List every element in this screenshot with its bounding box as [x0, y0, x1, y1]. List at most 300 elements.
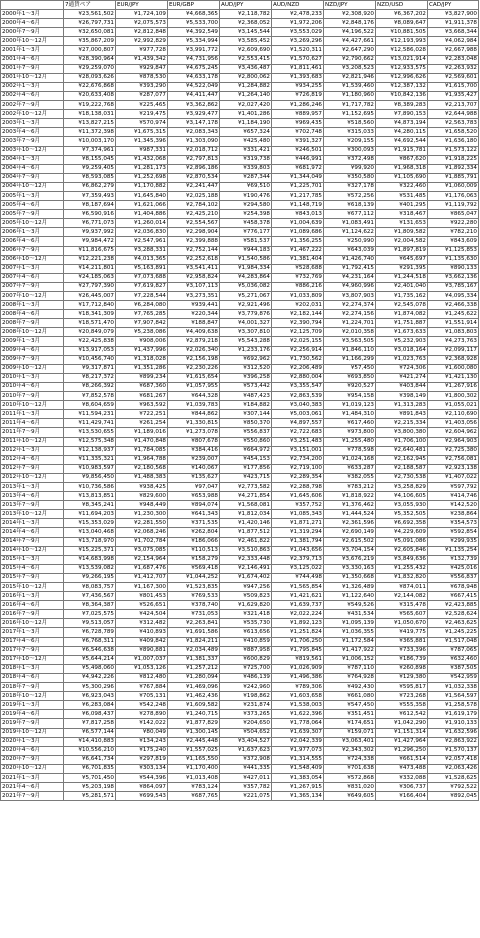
value-cell: ¥633,287: [324, 464, 376, 473]
value-cell: ¥1,083,803: [428, 328, 479, 337]
period-cell: 2001年1〜3月: [1, 46, 64, 55]
value-cell: ¥9,259,405: [64, 164, 116, 173]
value-cell: ¥140,067: [168, 464, 220, 473]
value-cell: ¥1,407,022: [428, 473, 479, 482]
value-cell: ¥2,188,587: [376, 464, 428, 473]
value-cell: ¥18,571,470: [64, 319, 116, 328]
value-cell: ¥246,501: [272, 146, 324, 155]
period-cell: 2008年7〜9月: [1, 319, 64, 328]
value-cell: ¥331,421: [220, 146, 272, 155]
value-cell: ¥2,734,200: [272, 455, 324, 464]
table-row: [1, 128, 479, 137]
period-cell: 2015年10〜12月: [1, 583, 64, 592]
period-cell: 2004年4〜6月: [1, 164, 64, 173]
value-cell: ¥1,381,337: [168, 655, 220, 664]
value-cell: ¥829,600: [116, 492, 168, 501]
value-cell: ¥2,308,920: [324, 10, 376, 19]
table-row: [1, 446, 479, 455]
value-cell: ¥969,435: [272, 119, 324, 128]
value-cell: ¥1,603,658: [272, 692, 324, 701]
period-cell: 2005年7〜9月: [1, 210, 64, 219]
table-row: [1, 610, 479, 619]
value-cell: ¥889,957: [272, 110, 324, 119]
value-cell: ¥11,594,231: [64, 410, 116, 419]
value-cell: ¥10,881,505: [376, 28, 428, 37]
value-cell: ¥4,897,557: [272, 419, 324, 428]
value-cell: ¥13,021,914: [376, 55, 428, 64]
value-cell: ¥2,756,081: [428, 455, 479, 464]
value-cell: ¥807,678: [168, 437, 220, 446]
value-cell: ¥1,702,784: [116, 537, 168, 546]
value-cell: ¥1,244,518: [376, 273, 428, 282]
period-cell: 2008年4〜6月: [1, 310, 64, 319]
value-cell: ¥1,180,960: [324, 91, 376, 100]
value-cell: ¥678,948: [428, 583, 479, 592]
value-cell: ¥80,049: [116, 728, 168, 737]
value-cell: ¥20,849,079: [64, 328, 116, 337]
value-cell: ¥142,022: [116, 719, 168, 728]
value-cell: ¥4,273,763: [428, 337, 479, 346]
value-cell: ¥7,436,567: [64, 592, 116, 601]
value-cell: ¥1,119,792: [428, 201, 479, 210]
table-row: [1, 264, 479, 273]
value-cell: ¥3,827,900: [428, 10, 479, 19]
value-cell: ¥15,225,371: [64, 546, 116, 555]
value-cell: ¥874,011: [376, 583, 428, 592]
value-cell: ¥2,118,782: [220, 10, 272, 19]
value-cell: ¥1,225,701: [272, 182, 324, 191]
value-cell: ¥409,842: [116, 637, 168, 646]
period-cell: 2006年4〜6月: [1, 237, 64, 246]
value-cell: ¥890,133: [428, 264, 479, 273]
value-cell: ¥351,451: [324, 710, 376, 719]
value-cell: ¥184,882: [220, 401, 272, 410]
period-cell: 2018年10〜12月: [1, 692, 64, 701]
value-cell: ¥2,958,824: [168, 273, 220, 282]
value-cell: ¥11,694,203: [64, 510, 116, 519]
value-cell: ¥1,658,520: [428, 128, 479, 137]
value-cell: ¥327,178: [324, 182, 376, 191]
table-body: [1, 10, 479, 801]
value-cell: ¥592,854: [428, 528, 479, 537]
value-cell: ¥486,139: [220, 673, 272, 682]
value-cell: ¥318,467: [376, 210, 428, 219]
table-row: [1, 737, 479, 746]
value-cell: ¥1,615,654: [168, 373, 220, 382]
value-cell: ¥2,690,149: [324, 528, 376, 537]
value-cell: ¥544,396: [116, 773, 168, 782]
value-cell: ¥7,359,493: [64, 191, 116, 200]
value-cell: ¥19,222,768: [64, 101, 116, 110]
period-cell: 2019年7〜9月: [1, 719, 64, 728]
value-cell: ¥687,360: [116, 382, 168, 391]
value-cell: ¥7,817,258: [64, 719, 116, 728]
value-cell: ¥190,476: [220, 191, 272, 200]
value-cell: ¥4,283,864: [220, 273, 272, 282]
value-cell: ¥2,154,964: [116, 555, 168, 564]
table-row: [1, 310, 479, 319]
value-cell: ¥535,730: [220, 619, 272, 628]
table-row: [1, 792, 479, 801]
value-cell: ¥1,568,081: [220, 501, 272, 510]
period-cell: 2011年1〜3月: [1, 410, 64, 419]
value-cell: ¥260,898: [376, 664, 428, 673]
value-cell: ¥2,725,380: [428, 446, 479, 455]
value-cell: ¥2,390,794: [272, 319, 324, 328]
value-cell: ¥1,484,310: [324, 410, 376, 419]
value-cell: ¥1,619,179: [428, 710, 479, 719]
table-row: [1, 746, 479, 755]
value-cell: ¥209,155: [324, 137, 376, 146]
value-cell: ¥1,470,848: [116, 437, 168, 446]
value-cell: ¥1,151,314: [376, 728, 428, 737]
value-cell: ¥1,245,622: [428, 310, 479, 319]
value-cell: ¥1,260,014: [116, 219, 168, 228]
value-cell: ¥3,404,527: [220, 737, 272, 746]
value-cell: ¥1,421,621: [272, 592, 324, 601]
value-cell: ¥1,376,462: [324, 501, 376, 510]
value-cell: ¥723,268: [376, 692, 428, 701]
value-cell: ¥1,910,133: [428, 719, 479, 728]
value-cell: ¥7,619,827: [116, 282, 168, 291]
value-cell: ¥3,676,219: [324, 555, 376, 564]
value-cell: ¥787,110: [324, 664, 376, 673]
value-cell: ¥401,295: [376, 201, 428, 210]
value-cell: ¥3,251,483: [272, 437, 324, 446]
value-cell: ¥142,520: [428, 501, 479, 510]
value-cell: ¥4,692,544: [376, 137, 428, 146]
value-cell: ¥2,896,186: [168, 164, 220, 173]
value-cell: ¥987,331: [116, 146, 168, 155]
period-cell: 2004年7〜9月: [1, 173, 64, 182]
value-cell: ¥410,859: [220, 637, 272, 646]
value-cell: ¥2,921,496: [220, 301, 272, 310]
value-cell: ¥27,797,390: [64, 282, 116, 291]
value-cell: ¥4,427,661: [324, 37, 376, 46]
value-cell: ¥1,427,964: [376, 737, 428, 746]
value-cell: ¥287,344: [220, 173, 272, 182]
value-cell: ¥1,538,003: [272, 701, 324, 710]
value-cell: ¥1,303,090: [168, 137, 220, 146]
value-cell: ¥291,395: [376, 264, 428, 273]
table-row: [1, 255, 479, 264]
value-cell: ¥10,736,586: [64, 482, 116, 491]
value-cell: ¥427,011: [220, 773, 272, 782]
table-row: [1, 55, 479, 64]
value-cell: ¥3,355,547: [272, 382, 324, 391]
value-cell: ¥5,701,450: [64, 773, 116, 782]
value-cell: ¥542,959: [428, 673, 479, 682]
value-cell: ¥1,060,009: [428, 182, 479, 191]
value-cell: ¥2,263,932: [428, 64, 479, 73]
period-cell: 2013年10〜12月: [1, 510, 64, 519]
value-cell: ¥744,498: [272, 573, 324, 582]
value-cell: ¥18,341,309: [64, 310, 116, 319]
value-cell: ¥1,691,586: [168, 628, 220, 637]
period-cell: 2009年4〜6月: [1, 346, 64, 355]
value-cell: ¥3,075,085: [116, 546, 168, 555]
value-cell: ¥221,075: [220, 792, 272, 801]
value-cell: ¥220,344: [168, 310, 220, 319]
value-cell: ¥4,013,365: [116, 255, 168, 264]
value-cell: ¥769,533: [168, 592, 220, 601]
value-cell: ¥3,510,863: [220, 546, 272, 555]
value-cell: ¥1,267,916: [428, 382, 479, 391]
period-cell: 2014年10〜12月: [1, 546, 64, 555]
value-cell: ¥812,480: [116, 673, 168, 682]
value-cell: ¥2,797,813: [168, 155, 220, 164]
value-cell: ¥1,318,028: [116, 355, 168, 364]
value-cell: ¥1,420,146: [220, 519, 272, 528]
value-cell: ¥262,804: [168, 528, 220, 537]
value-cell: ¥1,286,246: [272, 101, 324, 110]
value-cell: ¥6,590,916: [64, 210, 116, 219]
period-cell: 2016年7〜9月: [1, 610, 64, 619]
value-cell: ¥11,429,741: [64, 419, 116, 428]
period-cell: 2010年7〜9月: [1, 392, 64, 401]
value-cell: ¥1,044,252: [168, 573, 220, 582]
period-cell: 2020年7〜9月: [1, 755, 64, 764]
period-cell: 2012年4〜6月: [1, 455, 64, 464]
value-cell: ¥315,033: [324, 128, 376, 137]
table-row: [1, 91, 479, 100]
table-row: [1, 764, 479, 773]
value-cell: ¥1,639,737: [272, 601, 324, 610]
value-cell: ¥1,330,815: [168, 419, 220, 428]
value-cell: ¥2,063,426: [428, 764, 479, 773]
value-cell: ¥908,006: [116, 337, 168, 346]
value-cell: ¥617,460: [324, 419, 376, 428]
value-cell: ¥12,575,348: [64, 437, 116, 446]
value-cell: ¥1,251,824: [272, 628, 324, 637]
value-cell: ¥29,259,070: [64, 64, 116, 73]
value-cell: ¥7,073,688: [116, 273, 168, 282]
period-cell: 2020年1〜3月: [1, 737, 64, 746]
value-cell: ¥2,083,343: [168, 128, 220, 137]
value-cell: ¥3,800,380: [376, 428, 428, 437]
value-cell: ¥1,319,294: [272, 528, 324, 537]
period-cell: 2010年4〜6月: [1, 382, 64, 391]
value-cell: ¥3,704,154: [324, 546, 376, 555]
value-cell: ¥14,410,883: [64, 737, 116, 746]
period-cell: 2000年4〜6月: [1, 19, 64, 28]
value-cell: ¥2,463,625: [428, 619, 479, 628]
period-cell: 2006年1〜3月: [1, 228, 64, 237]
value-cell: ¥2,289,354: [272, 473, 324, 482]
value-cell: ¥2,379,713: [272, 555, 324, 564]
value-cell: ¥2,569,601: [428, 73, 479, 82]
value-cell: ¥6,701,835: [64, 764, 116, 773]
value-cell: ¥2,368,052: [220, 19, 272, 28]
table-row: [1, 137, 479, 146]
value-cell: ¥393,290: [116, 82, 168, 91]
table-row: [1, 73, 479, 82]
value-cell: ¥239,007: [168, 455, 220, 464]
value-cell: ¥550,860: [220, 437, 272, 446]
table-row: [1, 710, 479, 719]
value-cell: ¥1,083,491: [324, 219, 376, 228]
period-cell: 2001年4〜6月: [1, 55, 64, 64]
value-cell: ¥864,097: [116, 783, 168, 792]
value-cell: ¥1,267,915: [272, 783, 324, 792]
value-cell: ¥1,520,311: [272, 46, 324, 55]
value-cell: ¥6,367,202: [376, 10, 428, 19]
value-cell: ¥1,255,480: [324, 437, 376, 446]
period-cell: 2018年4〜6月: [1, 673, 64, 682]
value-cell: ¥887,958: [220, 646, 272, 655]
value-cell: ¥1,892,334: [428, 164, 479, 173]
value-cell: ¥1,006,152: [324, 655, 376, 664]
value-cell: ¥487,423: [220, 392, 272, 401]
value-cell: ¥1,462,436: [168, 692, 220, 701]
value-cell: ¥653,988: [168, 492, 220, 501]
value-cell: ¥1,245,225: [428, 628, 479, 637]
period-cell: 2007年7〜9月: [1, 282, 64, 291]
value-cell: ¥299,935: [428, 537, 479, 546]
table-row: [1, 10, 479, 19]
value-cell: ¥242,960: [220, 683, 272, 692]
value-cell: ¥10,983,597: [64, 464, 116, 473]
value-cell: ¥1,871,271: [272, 519, 324, 528]
value-cell: ¥5,003,061: [272, 410, 324, 419]
table-row: [1, 219, 479, 228]
value-cell: ¥4,062,984: [428, 37, 479, 46]
value-cell: ¥6,098,437: [64, 710, 116, 719]
value-cell: ¥565,607: [376, 610, 428, 619]
value-cell: ¥1,564,597: [428, 692, 479, 701]
table-row: [1, 473, 479, 482]
table-row: [1, 719, 479, 728]
value-cell: ¥1,809,582: [376, 228, 428, 237]
value-cell: ¥2,773,582: [220, 482, 272, 491]
table-row: [1, 783, 479, 792]
value-cell: ¥26,445,007: [64, 292, 116, 301]
value-cell: ¥3,563,505: [324, 337, 376, 346]
value-cell: ¥1,977,073: [272, 746, 324, 755]
value-cell: ¥321,418: [220, 610, 272, 619]
value-cell: ¥556,837: [220, 428, 272, 437]
value-cell: ¥373,265: [220, 710, 272, 719]
value-cell: ¥4,960,996: [324, 282, 376, 291]
value-cell: ¥939,441: [168, 301, 220, 310]
value-cell: ¥6,768,311: [64, 637, 116, 646]
value-cell: ¥3,063,401: [324, 737, 376, 746]
value-cell: ¥4,633,178: [168, 73, 220, 82]
value-cell: ¥332,088: [376, 773, 428, 782]
value-cell: ¥1,874,082: [376, 310, 428, 319]
value-cell: ¥1,496,386: [272, 673, 324, 682]
value-cell: ¥2,099,117: [428, 346, 479, 355]
value-cell: ¥2,545,078: [376, 301, 428, 310]
value-cell: ¥2,125,709: [272, 328, 324, 337]
table-row: [1, 546, 479, 555]
value-cell: ¥1,539,460: [324, 82, 376, 91]
table-row: [1, 664, 479, 673]
table-row: [1, 246, 479, 255]
value-cell: ¥1,687,476: [116, 564, 168, 573]
value-cell: ¥1,230,300: [116, 510, 168, 519]
period-cell: 2021年4〜6月: [1, 783, 64, 792]
value-cell: ¥6,546,638: [64, 646, 116, 655]
column-header-period: [1, 1, 64, 10]
value-cell: ¥225,465: [116, 101, 168, 110]
table-row: [1, 619, 479, 628]
table-row: [1, 210, 479, 219]
value-cell: ¥3,785,167: [428, 282, 479, 291]
table-row: [1, 701, 479, 710]
table-row: [1, 401, 479, 410]
value-cell: ¥649,605: [324, 792, 376, 801]
value-cell: ¥1,426,740: [324, 255, 376, 264]
value-cell: ¥2,554,567: [168, 219, 220, 228]
value-cell: ¥9,856,450: [64, 473, 116, 482]
value-cell: ¥11,816,675: [64, 246, 116, 255]
value-cell: ¥1,313,283: [376, 401, 428, 410]
value-cell: ¥1,356,255: [272, 237, 324, 246]
value-cell: ¥1,645,840: [116, 191, 168, 200]
value-cell: ¥2,230,226: [168, 364, 220, 373]
value-cell: ¥6,283,084: [64, 701, 116, 710]
value-cell: ¥1,036,355: [324, 628, 376, 637]
value-cell: ¥9,937,992: [64, 228, 116, 237]
period-cell: 2014年4〜6月: [1, 528, 64, 537]
value-cell: ¥312,482: [116, 619, 168, 628]
value-cell: ¥948,449: [116, 501, 168, 510]
period-cell: 2013年4〜6月: [1, 492, 64, 501]
table-row: [1, 292, 479, 301]
value-cell: ¥787,065: [428, 646, 479, 655]
table-row: [1, 419, 479, 428]
value-cell: ¥378,740: [168, 601, 220, 610]
value-cell: ¥13,827,215: [64, 119, 116, 128]
value-cell: ¥27,000,807: [64, 46, 116, 55]
value-cell: ¥1,224,701: [324, 319, 376, 328]
value-cell: ¥725,700: [220, 664, 272, 673]
value-cell: ¥3,018,164: [376, 346, 428, 355]
period-cell: 2017年1〜3月: [1, 628, 64, 637]
value-cell: ¥35,867,209: [64, 37, 116, 46]
value-cell: ¥2,644,988: [428, 110, 479, 119]
value-cell: ¥878,530: [116, 73, 168, 82]
table-row: [1, 19, 479, 28]
value-cell: ¥2,068,246: [116, 528, 168, 537]
table-row: [1, 201, 479, 210]
value-cell: ¥7,907,842: [116, 319, 168, 328]
value-cell: ¥1,573,122: [428, 146, 479, 155]
table-row: [1, 382, 479, 391]
value-cell: ¥3,258,829: [376, 482, 428, 491]
value-cell: ¥186,739: [376, 655, 428, 664]
value-cell: ¥2,010,358: [324, 328, 376, 337]
value-cell: ¥1,314,555: [272, 755, 324, 764]
table-row: [1, 628, 479, 637]
value-cell: ¥1,600,080: [428, 364, 479, 373]
value-cell: ¥6,284,080: [116, 301, 168, 310]
value-cell: ¥4,196,522: [324, 28, 376, 37]
value-cell: ¥1,488,383: [116, 473, 168, 482]
value-cell: ¥934,255: [272, 82, 324, 91]
value-cell: ¥28,390,964: [64, 55, 116, 64]
value-cell: ¥4,522,049: [168, 82, 220, 91]
value-cell: ¥5,533,700: [168, 19, 220, 28]
period-cell: 2003年1〜3月: [1, 119, 64, 128]
value-cell: ¥2,647,290: [324, 46, 376, 55]
column-header: NZD/JPY: [324, 1, 376, 10]
value-cell: ¥681,267: [116, 392, 168, 401]
value-cell: ¥618,139: [324, 201, 376, 210]
value-cell: ¥569,418: [168, 564, 220, 573]
value-cell: ¥2,812,848: [116, 28, 168, 37]
